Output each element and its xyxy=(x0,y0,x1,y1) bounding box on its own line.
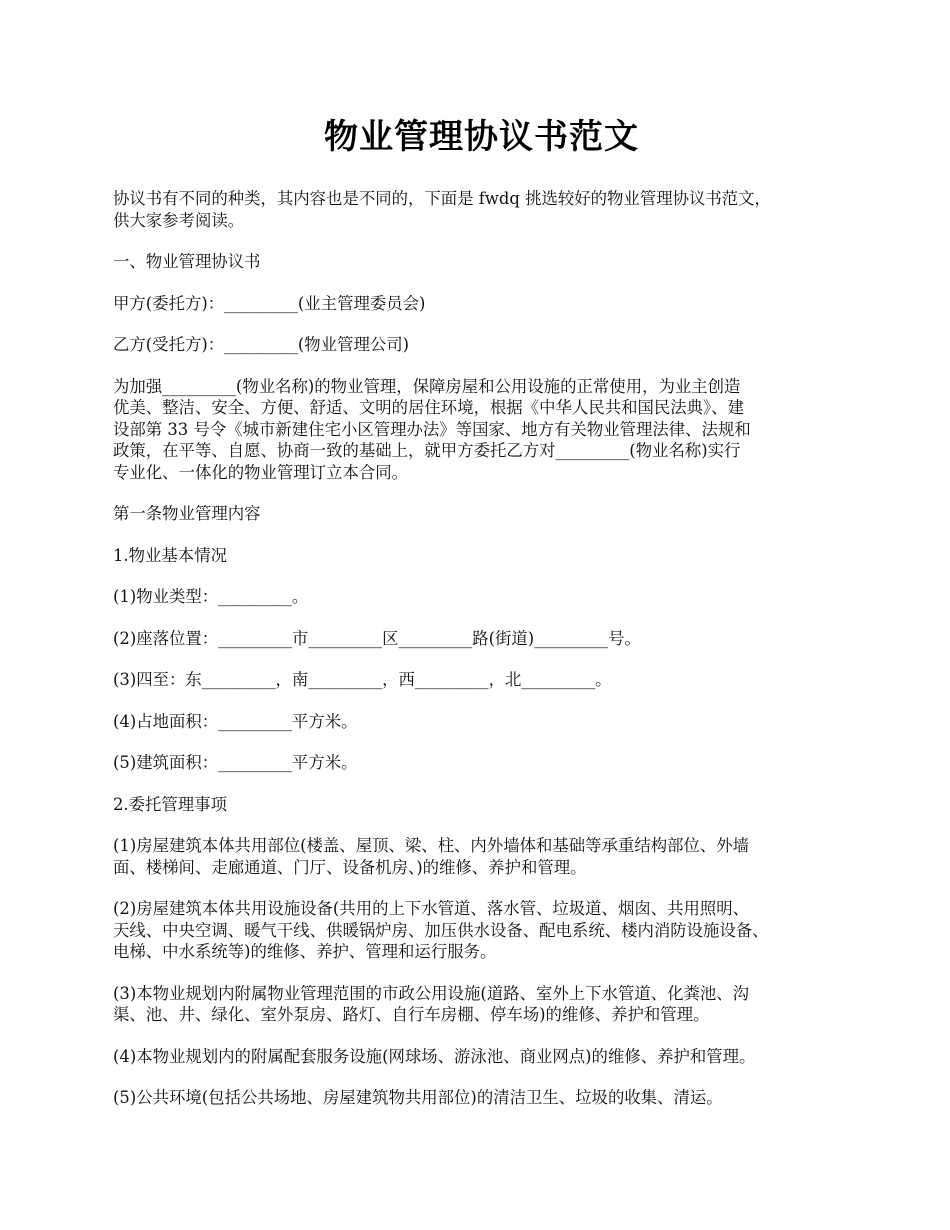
document-title: 物业管理协议书范文 xyxy=(324,117,639,157)
party-a-line: 甲方(委托方)：_________(业主管理委员会) xyxy=(113,293,426,313)
clause-line: (2)座落位置：_________市_________区_________路(街道)_________号。 xyxy=(113,628,641,648)
clause-line: (4)占地面积：_________平方米。 xyxy=(113,711,358,731)
clause-line: (5)建筑面积：_________平方米。 xyxy=(113,753,358,772)
clause-paragraph: (1)房屋建筑本体共用部位(楼盖、屋顶、梁、柱、内外墙体和基础等承重结构部位、外墙 面、楼梯间、走廊通道、门厅、设备机房、)的维修、养护和管理。 xyxy=(113,836,750,877)
intro-paragraph: 协议书有不同的种类，其内容也是不同的，下面是 fwdq 挑选较好的物业管理协议书范文， 供大家参考阅读。 xyxy=(113,189,771,230)
subsection-heading: 2.委托管理事项 xyxy=(113,794,227,814)
section-heading: 一、物业管理协议书 xyxy=(113,252,261,271)
party-b-line: 乙方(受托方)：_________(物业管理公司) xyxy=(113,335,410,354)
subsection-heading: 1.物业基本情况 xyxy=(113,545,227,565)
clause-line: (3)四至：东_________，南_________，西_________，北_________。 xyxy=(113,670,612,689)
clause-paragraph: (2)房屋建筑本体共用设施设备(共用的上下水管道、落水管、垃圾道、烟囱、共用照明、 天线、中央空调、暖气干线、供暖锅炉房、加压供水设备、配电系统、楼内消防设施设备、 电梯、中水系统等)的维修、养护、管理和运行服务。 xyxy=(113,899,769,961)
preamble-paragraph: 为加强_________(物业名称)的物业管理，保障房屋和公用设施的正常使用，为业主创造 优美、整洁、安全、方便、舒适、文明的居住环境，根据《中华人民共和国民法典》、建 设部第 33 号令《城市新建住宅小区管理办法》等国家、地方有关物业管理法律、法规和 政策，在平等、自愿、协商一致的基础上，就甲方委托乙方对_________(物业名称)实行 专业化、一体化的物业管理订立本合同。 xyxy=(113,376,751,482)
clause-paragraph: (4)本物业规划内的附属配套服务设施(网球场、游泳池、商业网点)的维修、养护和管理。 xyxy=(113,1046,756,1066)
clause-paragraph: (5)公共环境(包括公共场地、房屋建筑物共用部位)的清洁卫生、垃圾的收集、清运。 xyxy=(113,1088,723,1107)
clause-paragraph: (3)本物业规划内附属物业管理范围的市政公用设施(道路、室外上下水管道、化粪池、沟 渠、池、井、绿化、室外泵房、路灯、自行车房棚、停车场)的维修、养护和管理。 xyxy=(113,983,750,1024)
clause-line: (1)物业类型：_________。 xyxy=(113,587,309,606)
article-heading: 第一条物业管理内容 xyxy=(113,504,261,523)
